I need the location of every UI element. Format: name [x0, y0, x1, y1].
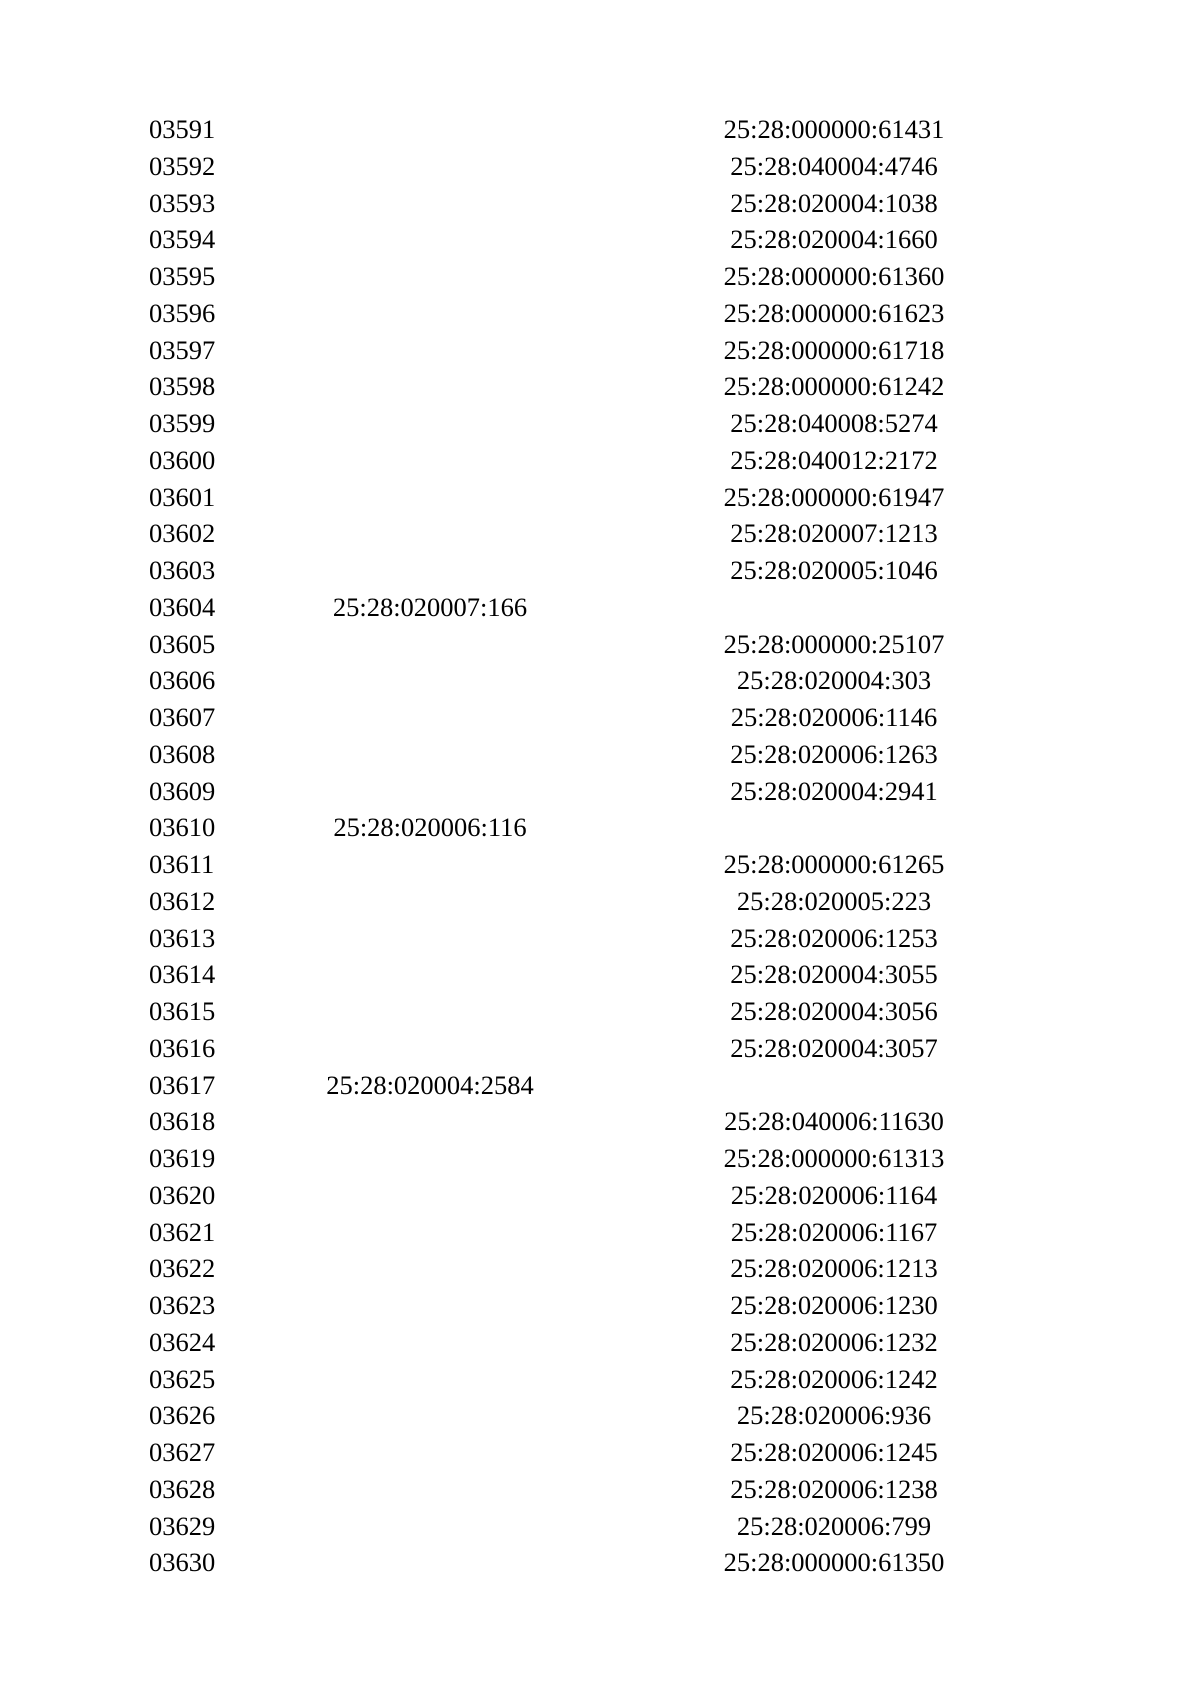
table-row — [0, 1471, 1200, 1508]
cadastral-number-right: 25:28:040004:4746 — [730, 150, 938, 181]
row-number: 03607 — [149, 702, 216, 732]
table-row — [0, 515, 1200, 552]
cadastral-number-right: 25:28:020005:223 — [736, 885, 932, 916]
cadastral-number-right: 25:28:000000:61242 — [723, 371, 945, 402]
row-number: 03604 — [149, 591, 216, 622]
row-number: 03626 — [149, 1400, 216, 1431]
cadastral-number-right: 25:28:000000:61947 — [723, 481, 945, 512]
row-number: 03623 — [149, 1290, 216, 1320]
cadastral-number-right: 25:28:020004:2941 — [730, 775, 938, 806]
table-row — [0, 1324, 1200, 1361]
row-number: 03614 — [149, 959, 216, 990]
row-number: 03615 — [149, 996, 216, 1026]
cadastral-number-right: 25:28:020006:1167 — [730, 1216, 938, 1247]
cadastral-number-right: 25:28:020006:1253 — [730, 922, 938, 953]
cadastral-number-right: 25:28:000000:61350 — [723, 1547, 945, 1578]
table-row — [0, 662, 1200, 699]
cadastral-number-right: 25:28:040006:11630 — [724, 1106, 944, 1137]
cadastral-number-right: 25:28:020006:1164 — [730, 1179, 938, 1210]
cadastral-number-right: 25:28:000000:61623 — [723, 297, 945, 328]
cadastral-number-right: 25:28:000000:25107 — [723, 628, 945, 659]
table-row — [0, 148, 1200, 185]
row-number: 03601 — [149, 481, 216, 512]
row-number: 03620 — [149, 1179, 216, 1210]
row-number: 03618 — [149, 1106, 216, 1137]
table-row — [0, 1397, 1200, 1434]
table-row — [0, 993, 1200, 1030]
row-number: 03611 — [149, 849, 215, 879]
table-row — [0, 809, 1200, 846]
table-row — [0, 1508, 1200, 1545]
row-number: 03616 — [149, 1032, 216, 1063]
table-row — [0, 736, 1200, 773]
row-number: 03596 — [149, 297, 216, 328]
table-row — [0, 479, 1200, 516]
row-number: 03593 — [149, 187, 216, 218]
table-row — [0, 221, 1200, 258]
cadastral-number-right: 25:28:040012:2172 — [730, 444, 938, 475]
cadastral-number-left: 25:28:020004:2584 — [326, 1069, 534, 1100]
row-number: 03608 — [149, 738, 216, 769]
row-number: 03602 — [149, 518, 216, 549]
table-row — [0, 295, 1200, 332]
cadastral-number-right: 25:28:020006:1146 — [730, 702, 938, 732]
table-row — [0, 1250, 1200, 1287]
table-row — [0, 1214, 1200, 1251]
row-number: 03621 — [149, 1216, 216, 1247]
table-row — [0, 1434, 1200, 1471]
row-number: 03609 — [149, 775, 216, 806]
row-number: 03605 — [149, 628, 216, 659]
cadastral-number-right: 25:28:020004:3056 — [730, 996, 938, 1026]
cadastral-number-right: 25:28:020006:1238 — [730, 1473, 938, 1504]
cadastral-table — [0, 111, 1200, 1581]
cadastral-number-right: 25:28:020006:1263 — [730, 738, 938, 769]
cadastral-number-right: 25:28:020004:303 — [736, 665, 932, 696]
row-number: 03619 — [149, 1143, 216, 1173]
cadastral-number-right: 25:28:020007:1213 — [730, 518, 938, 549]
row-number: 03591 — [149, 114, 216, 144]
table-row — [0, 552, 1200, 589]
row-number: 03612 — [149, 885, 216, 916]
table-row — [0, 1177, 1200, 1214]
table-row — [0, 846, 1200, 883]
table-row — [0, 1067, 1200, 1104]
row-number: 03592 — [149, 150, 216, 181]
table-row — [0, 1030, 1200, 1067]
table-row — [0, 442, 1200, 479]
cadastral-number-right: 25:28:020006:1232 — [730, 1326, 938, 1357]
cadastral-number-right: 25:28:000000:61718 — [723, 334, 945, 365]
cadastral-number-right: 25:28:000000:61431 — [723, 114, 945, 144]
table-row — [0, 1287, 1200, 1324]
cadastral-number-right: 25:28:000000:61313 — [723, 1143, 945, 1173]
cadastral-number-right: 25:28:020004:1660 — [730, 224, 938, 255]
table-row — [0, 1140, 1200, 1177]
table-row — [0, 1103, 1200, 1140]
table-row — [0, 773, 1200, 810]
table-row — [0, 589, 1200, 626]
cadastral-number-right: 25:28:020006:1213 — [730, 1253, 938, 1284]
cadastral-number-right: 25:28:020004:3055 — [730, 959, 938, 990]
table-row — [0, 920, 1200, 957]
cadastral-number-right: 25:28:000000:61360 — [723, 261, 945, 291]
row-number: 03597 — [149, 334, 216, 365]
table-row — [0, 258, 1200, 295]
row-number: 03610 — [149, 812, 216, 843]
row-number: 03624 — [149, 1326, 216, 1357]
table-row — [0, 332, 1200, 369]
row-number: 03595 — [149, 261, 216, 291]
row-number: 03629 — [149, 1510, 216, 1541]
row-number: 03599 — [149, 408, 216, 438]
cadastral-number-right: 25:28:020006:936 — [736, 1400, 932, 1431]
table-row — [0, 405, 1200, 442]
row-number: 03628 — [149, 1473, 216, 1504]
row-number: 03594 — [149, 224, 216, 255]
row-number: 03613 — [149, 922, 216, 953]
cadastral-number-right: 25:28:020006:1230 — [730, 1290, 938, 1320]
cadastral-number-right: 25:28:020005:1046 — [730, 555, 938, 585]
row-number: 03617 — [149, 1069, 216, 1100]
table-row — [0, 1361, 1200, 1398]
cadastral-number-right: 25:28:020004:1038 — [730, 187, 938, 218]
cadastral-number-right: 25:28:020004:3057 — [730, 1032, 938, 1063]
table-row — [0, 111, 1200, 148]
table-row — [0, 626, 1200, 663]
cadastral-number-right: 25:28:000000:61265 — [723, 849, 945, 879]
cadastral-number-right: 25:28:020006:799 — [736, 1510, 932, 1541]
row-number: 03627 — [149, 1437, 216, 1467]
table-row — [0, 883, 1200, 920]
table-row — [0, 368, 1200, 405]
cadastral-number-left: 25:28:020007:166 — [332, 591, 528, 622]
cadastral-number-right: 25:28:020006:1242 — [730, 1363, 938, 1394]
row-number: 03598 — [149, 371, 216, 402]
row-number: 03603 — [149, 555, 216, 585]
cadastral-number-left: 25:28:020006:116 — [333, 812, 527, 843]
table-row — [0, 185, 1200, 222]
row-number: 03622 — [149, 1253, 216, 1284]
row-number: 03600 — [149, 444, 216, 475]
table-row — [0, 699, 1200, 736]
cadastral-number-right: 25:28:020006:1245 — [730, 1437, 938, 1467]
row-number: 03606 — [149, 665, 216, 696]
cadastral-number-right: 25:28:040008:5274 — [730, 408, 938, 438]
row-number: 03625 — [149, 1363, 216, 1394]
row-number: 03630 — [149, 1547, 216, 1578]
table-row — [0, 956, 1200, 993]
table-row — [0, 1544, 1200, 1581]
